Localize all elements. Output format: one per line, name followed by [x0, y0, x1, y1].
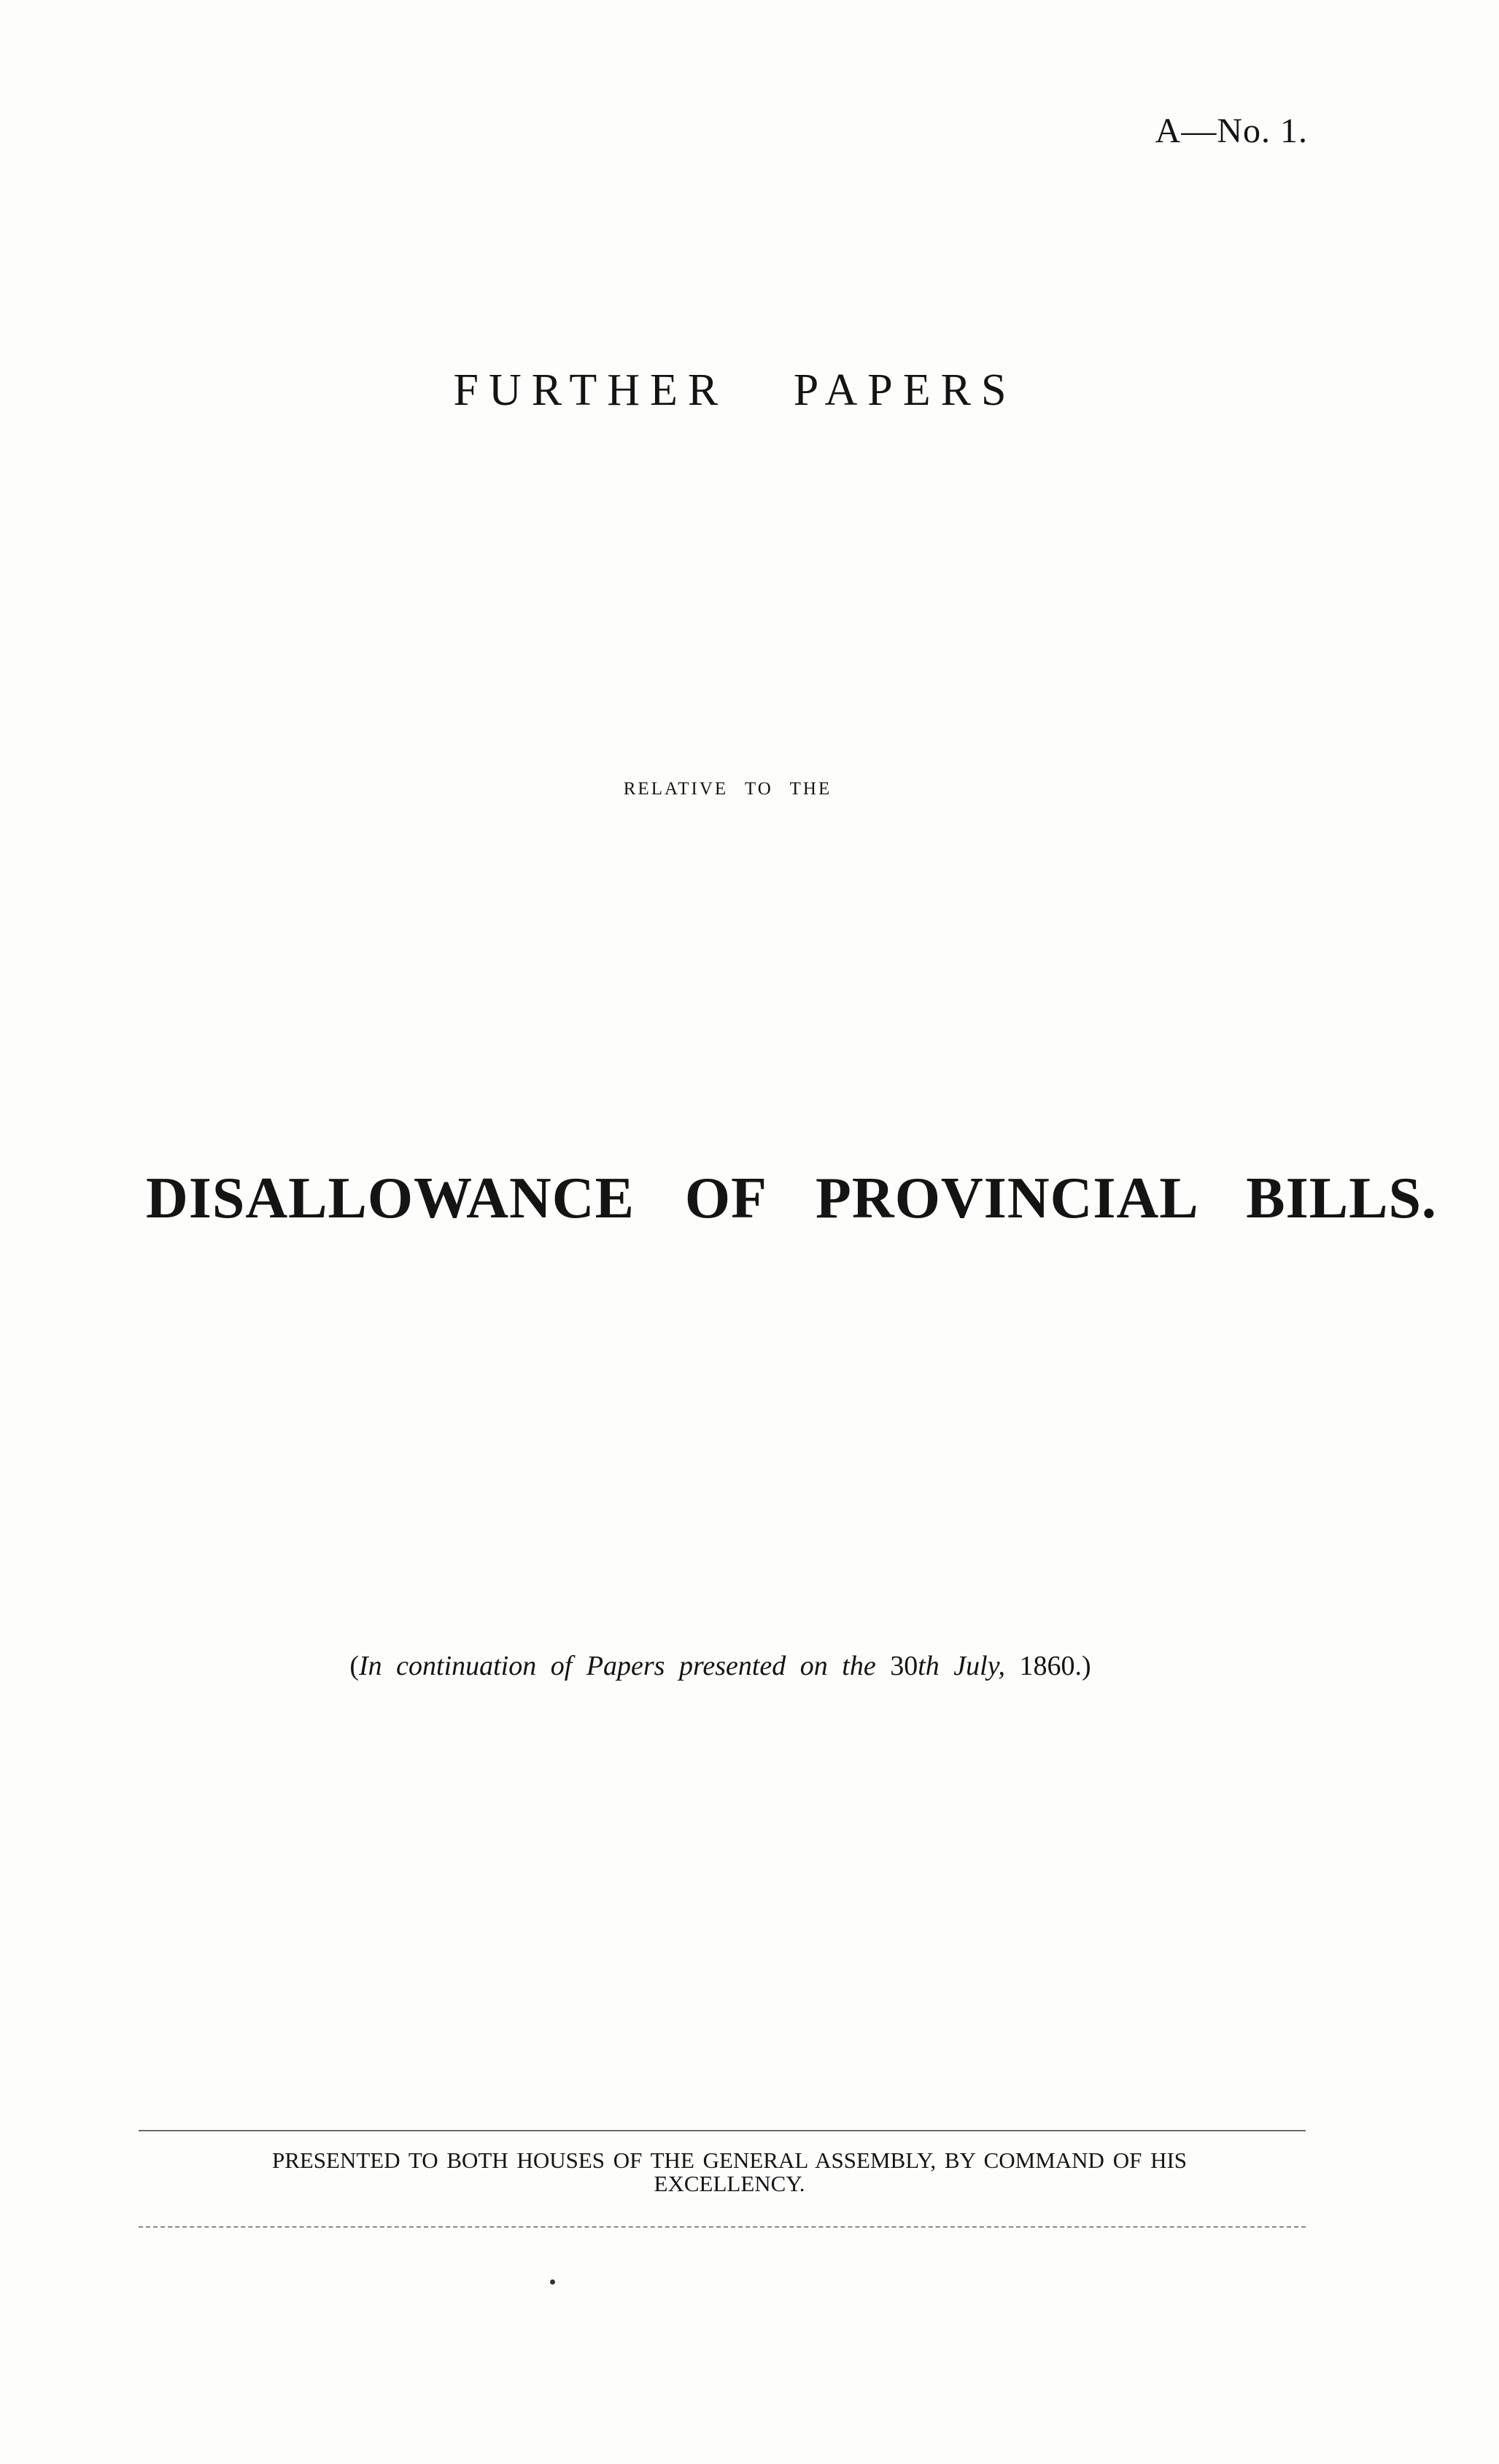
date-day [890, 1651, 940, 1681]
presented-line-1: PRESENTED TO BOTH HOUSES OF THE GENERAL ASSEMBLY, BY COMMAND OF HIS [271, 2147, 1188, 2173]
presented-statement [175, 2149, 1284, 2196]
word-on: on [799, 1651, 828, 1681]
bottom-rule [139, 2226, 1306, 2228]
word-presented: presented [678, 1651, 786, 1681]
document-number: A—No. 1. [1155, 112, 1308, 150]
word-continuation: continuation [396, 1651, 537, 1681]
document-title [0, 365, 1499, 417]
continuation-note [0, 1650, 1470, 1682]
date-month: July, [953, 1651, 1005, 1681]
date-suffix: th [918, 1651, 940, 1681]
word-papers: Papers [586, 1651, 665, 1681]
document-subject: DISALLOWANCE OF PROVINCIAL BILLS. [146, 1166, 1437, 1231]
presented-line-2: EXCELLENCY. [654, 2171, 805, 2196]
date-number: 30 [890, 1651, 918, 1681]
ink-speck [550, 2279, 555, 2285]
word-the: the [842, 1651, 876, 1681]
top-rule [139, 2130, 1306, 2131]
date-year: 1860.) [1019, 1651, 1091, 1681]
title-text: FURTHER PAPERS [453, 365, 1017, 415]
relative-to-line: RELATIVE TO THE [623, 779, 832, 799]
open-paren: ( [349, 1651, 359, 1681]
word-of: of [550, 1651, 573, 1681]
word-in: In [358, 1651, 382, 1681]
